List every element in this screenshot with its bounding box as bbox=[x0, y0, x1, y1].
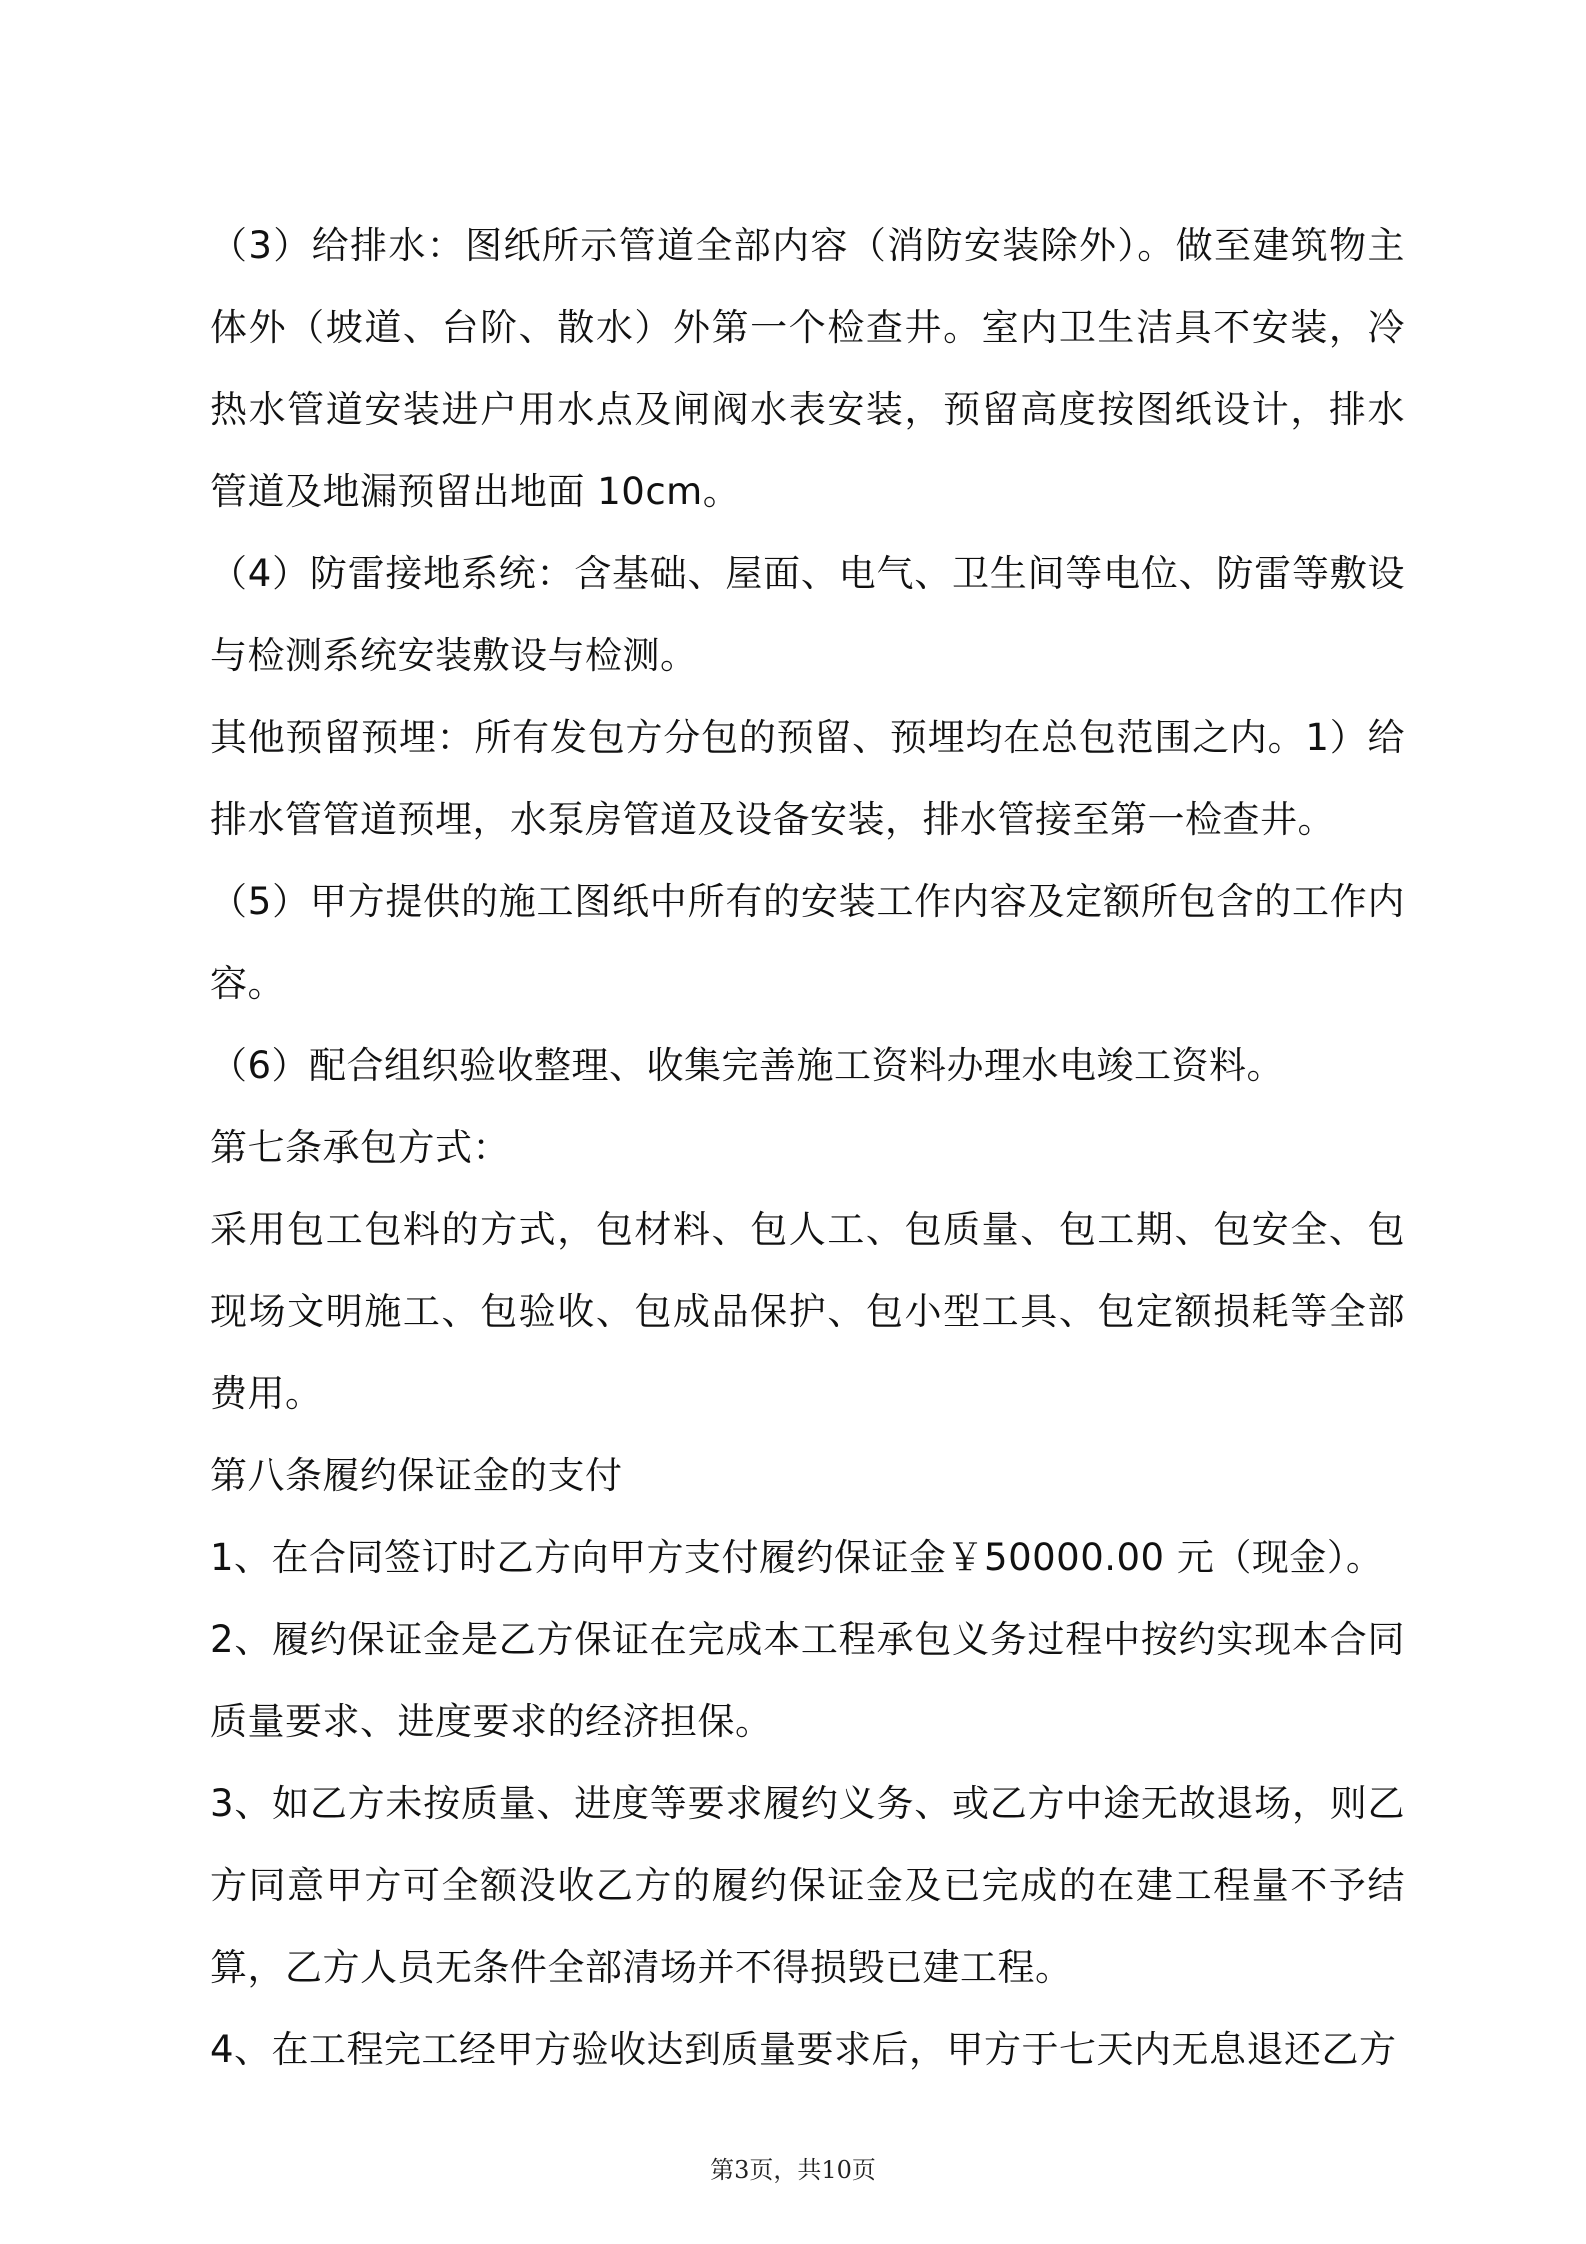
paragraph-deposit-1: 1、在合同签订时乙方向甲方支付履约保证金￥50000.00 元（现金）。 bbox=[210, 1536, 1384, 1579]
document-body bbox=[210, 205, 1405, 2091]
paragraph-other-embedding: 其他预留预埋：所有发包方分包的预留、预埋均在总包范围之内。1）给排水管管道预埋，水泵房管道及设备安装，排水管接至第一检查井。 bbox=[210, 716, 1405, 841]
paragraph-deposit-4: 4、在工程完工经甲方验收达到质量要求后，甲方于七天内无息退还乙方 bbox=[210, 2028, 1397, 2071]
paragraph-drainage: （3）给排水：图纸所示管道全部内容（消防安装除外）。做至建筑物主体外（坡道、台阶、散水）外第一个检查井。室内卫生洁具不安装，冷热水管道安装进户用水点及闸阀水表安装，预留高度按图纸设计，排水管道及地漏预留出地面 10cm。 bbox=[210, 224, 1405, 513]
paragraph-installation-scope: （5）甲方提供的施工图纸中所有的安装工作内容及定额所包含的工作内容。 bbox=[210, 880, 1405, 1005]
heading-article-7: 第七条承包方式： bbox=[210, 1126, 510, 1169]
paragraph-deposit-2: 2、履约保证金是乙方保证在完成本工程承包义务过程中按约实现本合同质量要求、进度要求的经济担保。 bbox=[210, 1618, 1405, 1743]
page-number-label: 第3页，共10页 bbox=[710, 2156, 876, 2184]
page-footer bbox=[0, 2150, 1586, 2185]
paragraph-acceptance: （6）配合组织验收整理、收集完善施工资料办理水电竣工资料。 bbox=[210, 1044, 1285, 1087]
paragraph-deposit-3: 3、如乙方未按质量、进度等要求履约义务、或乙方中途无故退场，则乙方同意甲方可全额没收乙方的履约保证金及已完成的在建工程量不予结算，乙方人员无条件全部清场并不得损毁已建工程。 bbox=[210, 1782, 1405, 1989]
paragraph-lightning-protection: （4）防雷接地系统：含基础、屋面、电气、卫生间等电位、防雷等敷设与检测系统安装敷设与检测。 bbox=[210, 552, 1405, 677]
paragraph-contract-method: 采用包工包料的方式，包材料、包人工、包质量、包工期、包安全、包现场文明施工、包验收、包成品保护、包小型工具、包定额损耗等全部费用。 bbox=[210, 1208, 1405, 1415]
heading-article-8: 第八条履约保证金的支付 bbox=[210, 1454, 623, 1497]
